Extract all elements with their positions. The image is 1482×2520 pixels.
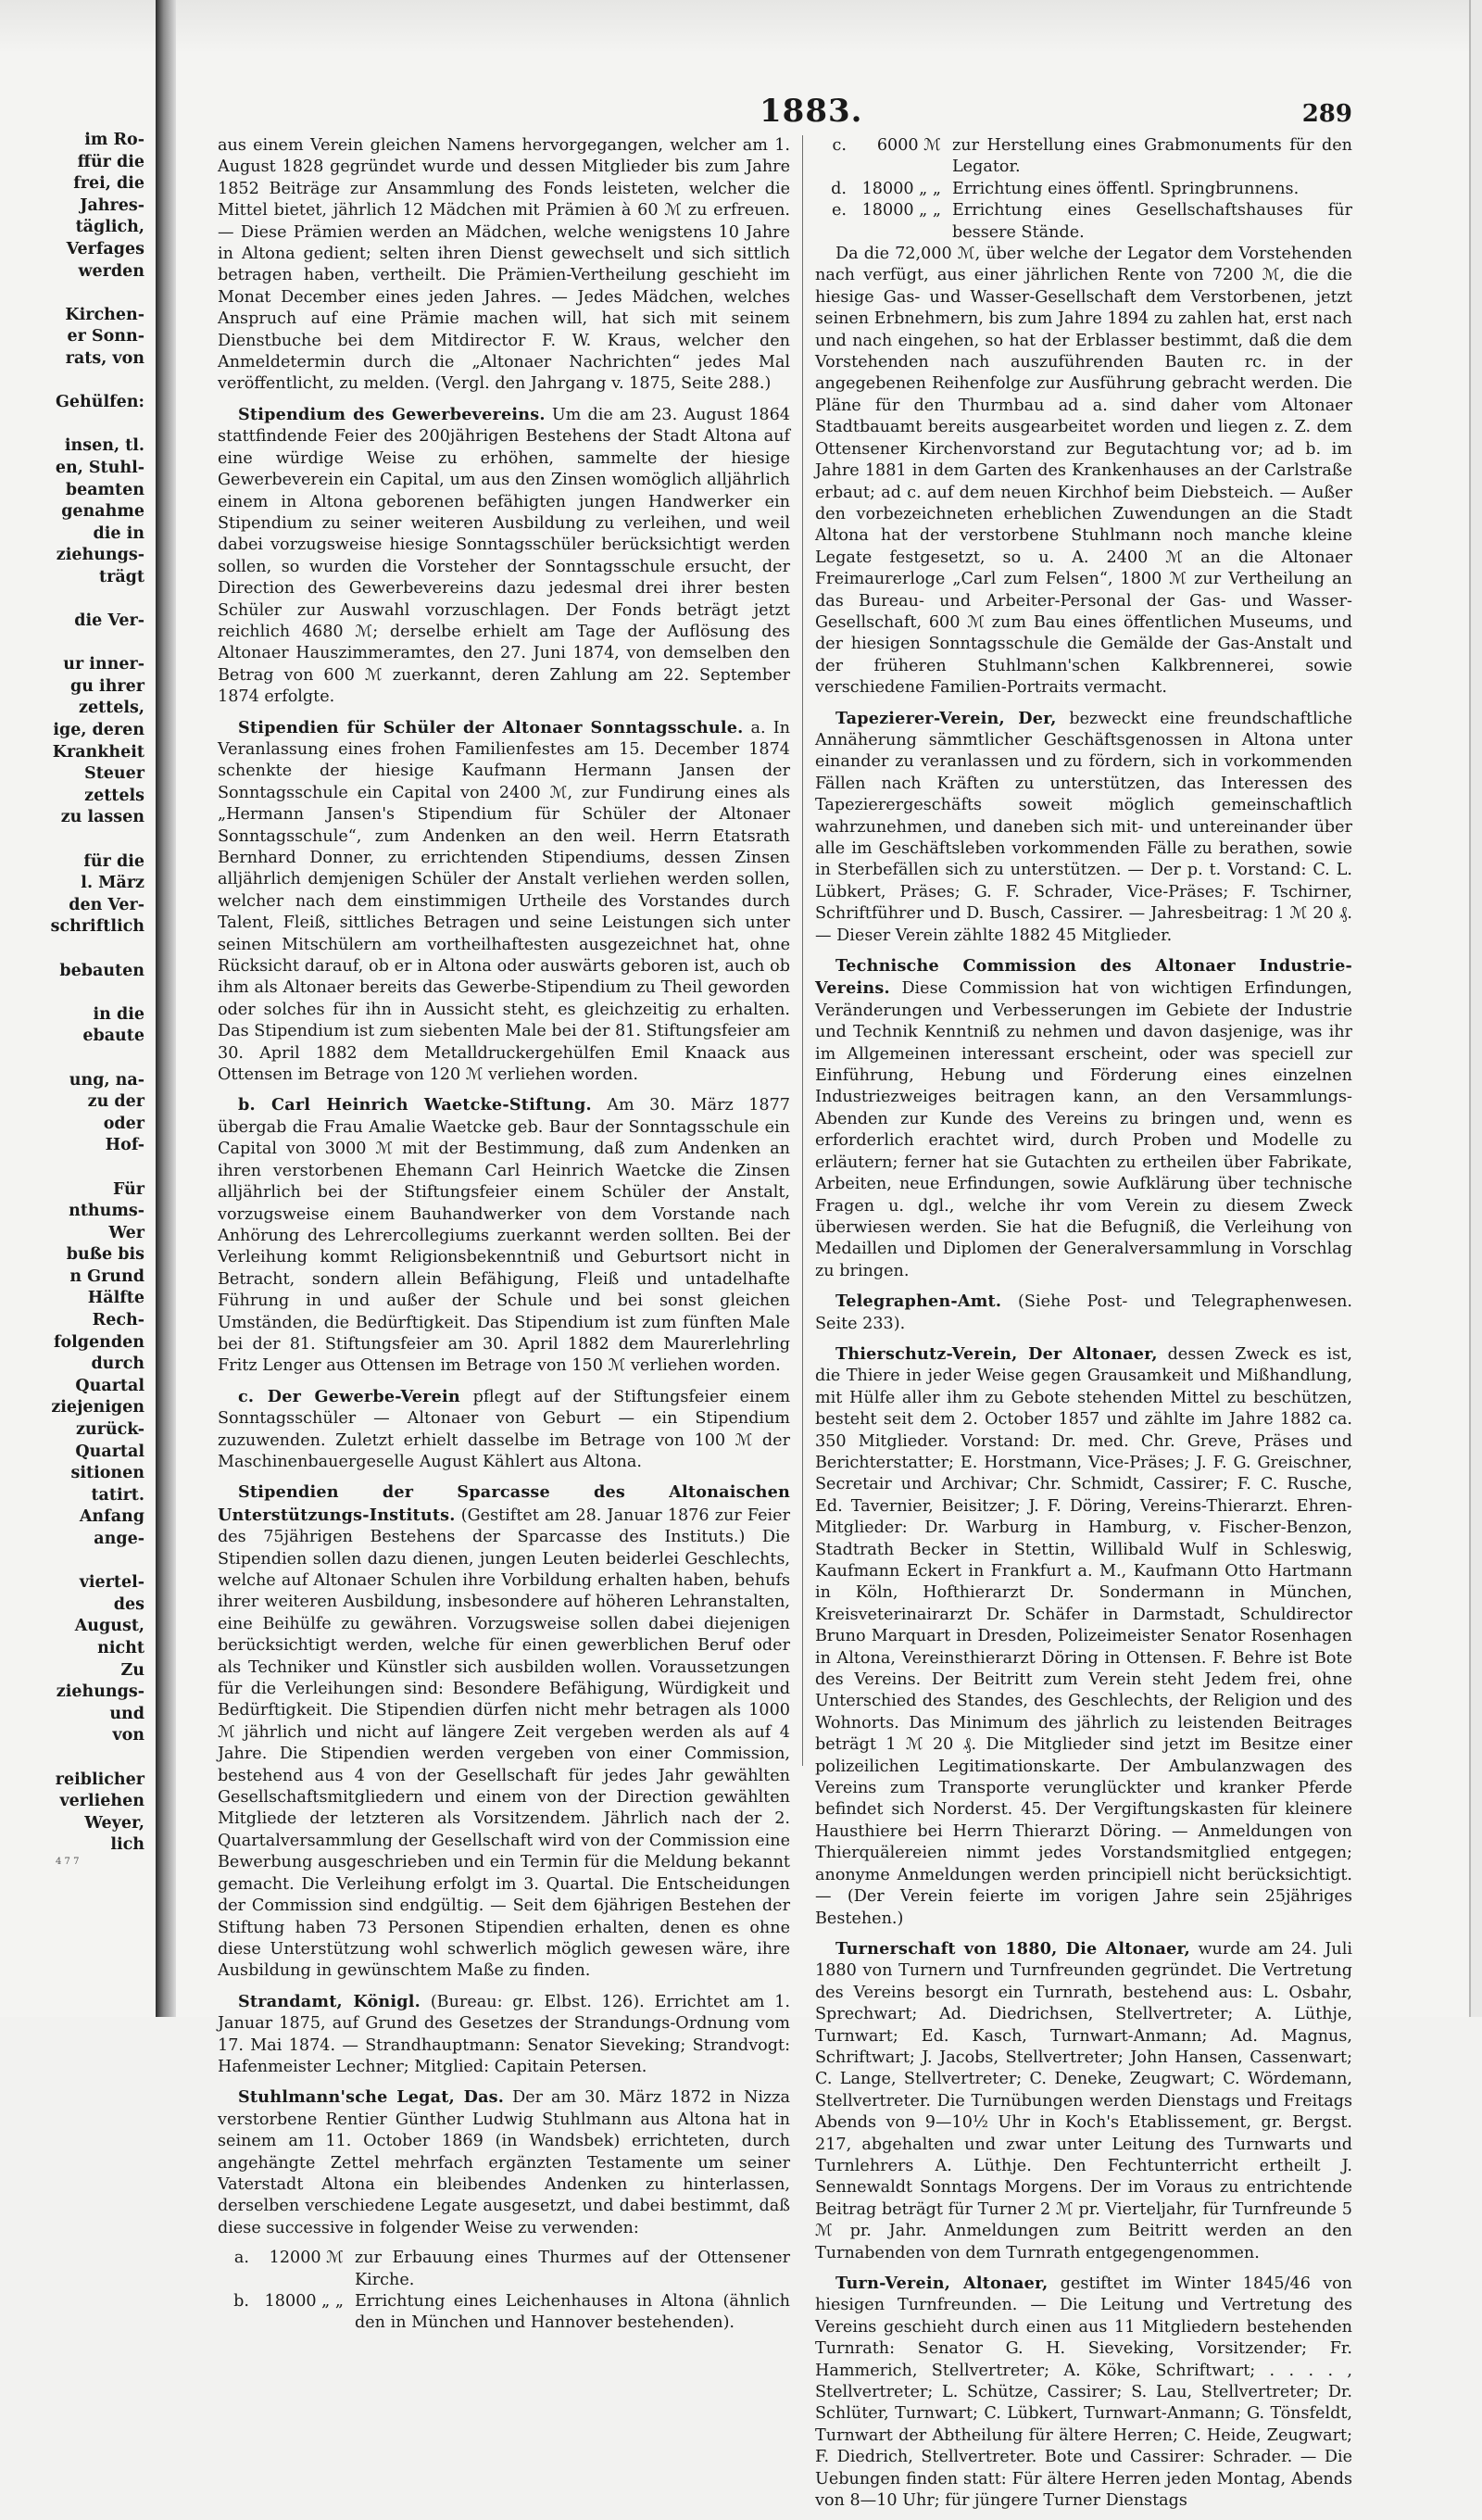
entry-sonntagsschule: [218, 717, 790, 1087]
legat-item: [218, 2291, 790, 2335]
entry-turnerschaft: [815, 1938, 1352, 2264]
legat-item: [815, 200, 1352, 244]
legat-item-lab: c.: [832, 136, 847, 155]
fragment-line: Hälfte: [87, 1289, 144, 1308]
fragment-line: [0, 588, 148, 611]
entry-sparcasse: [218, 1481, 790, 1982]
scan-mark: 4 7 7: [56, 1857, 80, 1867]
fragment-line: ige, deren: [53, 721, 144, 740]
fragment-line: Anfang: [79, 1507, 144, 1527]
fragment-line: oder: [103, 1114, 144, 1133]
fragment-line: [0, 1747, 148, 1770]
fragment-line: [0, 414, 148, 436]
fragment-line: zettels,: [79, 699, 144, 718]
fragment-line: zu der: [87, 1092, 144, 1112]
fragment-line: Zu: [120, 1660, 144, 1680]
entry-text: (Gestiftet am 28. Januar 1876 zur Feier des 75jährigen Bestehens der Sparcasse des Instituts.) Die Stipendien sollen dazu dienen, jungen Leuten beiderlei Geschlechts, welche auf Altonaer Schulen ihre Vorbildung erhalten haben, behufs ihrer weiteren Ausbildung, insbesondere auf höheren Lehranstalten, eine Beihülfe zu gewähren. Vorzugsweise sollen dabei diejenigen berücksichtigt werden, welche für einen gewerblichen Beruf oder als Techniker und Künstler sich ausbilden wollen. Voraussetzungen für die Verleihungen sind: Besondere Befähigung, Würdigkeit und Bedürftigkeit. Die Stipendien dürfen nicht mehr betragen als 1000 ℳ jährlich und nicht auf längere Zeit vergeben werden als auf 4 Jahre. Die Stipendien werden vergeben von einer Commission, bestehend aus 4 von der Gesellschaft für jedes Jahr gewählten Gesellschaftsmitgliedern und einem von der Direction gewählten Mitgliede der letzteren als Vorsitzendem. Jährlich nach der 2. Quartalversammlung der Gesellschaft wird von der Commission eine Bewerbung ausgeschrieben und ein Termin für die Meldung bekannt gemacht. Die Verleihung erfolgt im 3. Quartal. Die Entscheidungen der Commission sind endgültig. — Seit dem 6jährigen Bestehen der Stiftung haben 73 Personen Stipendien erhalten, denen es ohne diese Unterstützung wohl schwerlich möglich gewesen wäre, ihre Ausbildung in gewünschtem Maße zu finden.: [218, 1506, 791, 1981]
fragment-line: viertel-: [79, 1573, 144, 1593]
entry-heading: Thierschutz-Verein, Der Altonaer,: [835, 1343, 1158, 1364]
fragment-line: l. März: [81, 874, 144, 893]
fragment-line: schriftlich: [50, 917, 144, 937]
paragraph-legat-continued: Da die 72,000 ℳ, über welche der Legator dem Vorstehenden nach verfügt, aus einer jährlichen Rente von 7200 ℳ, die die hiesige Gas- und Wasser-Gesellschaft dem Verstorbenen, jetzt seinen Erbnehmern, bis zum Jahre 1894 zu zahlen hat, erst nach und nach eingehen, so hat der Erblasser bestimmt, daß die dem Vorstehenden nach auszuführenden Bauten rc. in der angegebenen Reihenfolge zur Ausführung gebracht werden. Die Pläne für den Thurmbau ad a. sind daher vom Altonaer Stadtbauamt bereits ausgearbeitet worden und liegen z. Z. dem Ottensener Kirchenvorstand zur Begutachtung vor; ad b. im Jahre 1881 in dem Garten des Krankenhauses an der Carlstraße erbaut; ad c. auf dem neuen Kirchhof beim Diebsteich. — Außer den vorbezeichneten erheblichen Zuwendungen an die Stadt Altona hat der verstorbene Stuhlmann noch manche kleine Legate festgesetzt, so u. A. 2400 ℳ an die Altonaer Freimaurerloge „Carl zum Felsen“, 1800 ℳ zur Vertheilung an das Bureau- und Arbeiter-Personal der Gas- und Wasser-Gesellschaft, 600 ℳ zum Bau eines öffentlichen Museums, und der hiesigen Sonntagsschule die Gemälde der Gas-Anstalt und der früheren Stuhlmann'schen Kalkbrennerei, sowie verschiedene Familien-Portraits vermacht.: [815, 245, 1352, 698]
entry-heading: Turnerschaft von 1880, Die Altonaer,: [835, 1938, 1191, 1959]
fragment-line: in die: [93, 1004, 144, 1024]
fragment-line: Weyer,: [84, 1813, 144, 1833]
entry-heading: Tapezierer-Verein, Der,: [835, 708, 1057, 728]
fragment-line: zettels: [84, 786, 144, 805]
fragment-line: verliehen: [59, 1792, 144, 1811]
paragraph-intro: aus einem Verein gleichen Namens hervorgegangen, welcher am 1. August 1828 gegründet wurde und dessen Mitglieder bis zum Jahre 1852 Beiträge zur Ansammlung des Fonds leisteten, welcher die Mittel bietet, jährlich 12 Mädchen mit Prämien à 60 ℳ zu erfreuen. — Diese Prämien werden an Mädchen, welche wenigstens 10 Jahre in Altona gedient; selten ihren Dienst gewechselt und sich sittlich betragen haben, vertheilt. Die Prämien-Vertheilung geschieht im Monat December eines jeden Jahres. — Jedes Mädchen, welches Anspruch auf eine Prämie machen will, hat sich mit seinem Dienstbuche bei dem Mitdirector F. W. Kraus, welcher den Anmeldetermin durch die „Altonaer Nachrichten“ jedes Mal veröffentlicht, zu melden. (Vergl. den Jahrgang v. 1875, Seite 288.): [218, 136, 790, 394]
fragment-line: Krankheit: [52, 742, 144, 762]
fragment-line: zu lassen: [60, 808, 144, 827]
legat-item-txt: Errichtung eines öffentl. Springbrunnens.: [952, 179, 1300, 198]
entry-text: a. In Veranlassung eines frohen Familienfestes am 15. December 1874 schenkte der hiesige Kaufmann Hermann Jansen der Sonntagsschule ein Capital von 2400 ℳ, zur Fundirung eines als „Hermann Jansen's Stipendium für Schüler der Altonaer Sonntagsschule“, zum Andenken an den weil. Herrn Etatsrath Bernhard Donner, zu errichtenden Stipendiums, dessen Zinsen alljährlich demjenigen Schüler der Anstalt verliehen werden sollen, welcher nach dem einstimmigen Urtheile des Vorstandes durch Talent, Fleiß, sittliches Betragen und seine Leistungen sich unter seinen Mitschülern am vortheilhaftesten ausgezeichnet hat, ohne Rücksicht darauf, ob er in Altona oder auswärts geboren ist, auch ob ihm als Altonaer bereits das Gewerbe-Stipendium zu Theil geworden oder solches für ihn in Aussicht steht, es gleichzeitig zu erhalten. Das Stipendium ist zum siebenten Male bei der 81. Stiftungsfeier am 30. April 1882 dem Metalldruckergehülfen Emil Knaack aus Ottensen im Betrage von 120 ℳ verliehen worden.: [218, 718, 791, 1085]
fragment-line: ange-: [94, 1530, 144, 1548]
entry-heading: Stipendium des Gewerbevereins.: [238, 404, 546, 424]
fragment-line: frei, die: [73, 174, 144, 194]
entry-text: (Siehe Post- und Telegraphenwesen. Seite 233).: [815, 1292, 1352, 1333]
fragment-line: des: [113, 1594, 144, 1614]
legat-item-lab: b.: [233, 2292, 249, 2311]
legat-item-lab: d.: [831, 179, 847, 198]
fragment-line: Für: [112, 1179, 144, 1199]
fragment-line: n Grund: [69, 1266, 144, 1286]
entry-turnverein: [815, 2273, 1352, 2512]
fragment-line: August,: [74, 1617, 144, 1636]
legat-item: [815, 179, 1352, 200]
fragment-line: [0, 1048, 148, 1070]
fragment-line: ziehungs-: [56, 546, 144, 565]
legat-item: [218, 2248, 790, 2291]
fragment-line: Steuer: [84, 764, 144, 784]
fragment-line: Rech-: [92, 1311, 144, 1330]
fragment-line: Quartal: [75, 1376, 144, 1395]
entry-text: Diese Commission hat von wichtigen Erfindungen, Veränderungen und Verbesserungen im Gebiete der Industrie und Technik Kenntniß zu nehmen und davon dasjenige, was ihr im Allgemeinen interessant erscheint, oder was speciell zur Einführung, Hebung und Förderung eines einzelnen Industriezweiges beitragen kann, an den Versammlungs-Abenden zur Kunde des Vereins zu bringen und, wenn es erforderlich erachtet wird, durch Proben und Modelle zu erläutern; ferner hat sie Gutachten zu ertheilen über Fabrikate, Arbeiten, neue Erfindungen, sowie Aufklärung über technische Fragen u. dgl., welche ihr vom Verein zu diesem Zweck überwiesen werden. Sie hat die Befugniß, die Verleihung von Medaillen und Diplomen der Generalversammlung in Vorschlag zu bringen.: [815, 979, 1353, 1280]
fragment-line: beamten: [65, 480, 144, 499]
fragment-line: werden: [78, 261, 144, 281]
column-divider: [802, 135, 803, 1766]
entry-text: Der am 30. März 1872 in Nizza verstorbene Rentier Günther Ludwig Stuhlmann aus Altona hat in seinem am 11. October 1869 (in Wandsbek) errichteten, durch angehängte Zettel mehrfach ergänzten Testamente um seiner Vaterstadt Altona ein bleibendes Andenken zu hinterlassen, derselben verschiedene Legate ausgesetzt, und dabei bestimmt, daß diese successive in folgender Weise zu verwenden:: [218, 2088, 791, 2237]
entry-text: gestiftet im Winter 1845/46 von hiesigen Turnfreunden. — Die Leitung und Vertretung des Vereins geschieht durch einen aus 11 Mitgliedern bestehenden Turnrath: Senator G. H. Sieveking, Vorsitzender; Fr. Hammerich, Stellvertreter; A. Köke, Schriftwart; . . . . , Stellvertreter; L. Schütze, Cassirer; S. Lau, Stellvertreter; Dr. Schlüter, Turnwart; C. Lübkert, Turnwart-Anmann; G. Tönsfeldt, Turnwart der Abtheilung für ältere Herren; C. Heide, Zeugwart; F. Diedrich, Stellvertreter. Bote und Cassirer: Schrader. — Die Uebungen finden statt: Für ältere Herren jeden Montag, Abends von 8—10 Uhr; für jüngere Turner Dienstags: [815, 2274, 1352, 2511]
entry-text: dessen Zweck es ist, die Thiere in jeder Weise gegen Grausamkeit und Mißhandlung, mit Hülfe aller ihm zu Gebote stehenden Mittel zu beschützen, besteht seit dem 2. October 1857 und zählte im Jahre 1882 ca. 350 Mitglieder. Vorstand: Dr. med. Chr. Greve, Präses und Berichterstatter; E. Horstmann, Vice-Präses; J. F. G. Greischner, Secretair und Archivar; Chr. Schmidt, Cassirer; F. C. Rusche, Ed. Tavernier, Beisitzer; J. F. Döring, Vereins-Thierarzt. Ehren-Mitglieder: Dr. Warburg in Hamburg, v. Fischer-Benzon, Stadtrath Becker in Stettin, Willibald Wulf in Schleswig, Kaufmann Eckert in Frankfurt a. M., Kaufmann Otto Hartmann in Köln, Hofthierarzt Dr. Sondermann in München, Kreisveterinairarzt Dr. Schäfer in Darmstadt, Schuldirector Bruno Marquart in Dresden, Polizeimeister Senator Rosenhagen in Altona, Vereinsthierarzt Döring in Ottensen. F. Behre ist Bote des Vereins. Der Beitritt zum Verein steht Jedem frei, ohne Unterschied des Standes, des Geschlechts, der Religion und des Wohnorts. Das Minimum des jährlich zu leistenden Beitrages beträgt 1 ℳ 20 ₰. Die Mitglieder sind jetzt im Besitze einer polizeilichen Legitimationskarte. Der Ambulanzwagen des Vereins zum Transporte verunglückter und kranker Pferde befindet sich Norderst. 45. Der Vergiftungskasten für kleinere Hausthiere bei Herrn Thierarzt Döring. — Anmeldungen von Thierquälereien nimmt jedes Vorstandsmitglied entgegen; anonyme Anmeldungen werden principiell nicht berücksichtigt. — (Der Verein feierte im vorigen Jahre sein 25jähriges Bestehen.): [815, 1344, 1352, 1928]
legat-item-txt: Errichtung eines Leichenhauses in Altona (ähnlich den in München und Hannover bestehenden).: [355, 2292, 790, 2333]
fragment-line: [0, 829, 148, 851]
fragment-line: den Ver-: [69, 895, 144, 914]
fragment-line: ebaute: [82, 1027, 144, 1046]
entry-text: wurde am 24. Juli 1880 von Turnern und Turnfreunden gegründet. Die Vertretung des Vereins besorgt ein Turnrath, bestehend aus: L. Osbahr, Sprechwart; Ad. Diedrichsen, Stellvertreter; A. Lüthje, Turnwart; Ed. Kasch, Turnwart-Anmann; Ad. Magnus, Schriftwart; J. Jacobs, Stellvertreter; John Hansen, Cassenwart; C. Lange, Stellvertreter; C. Deneke, Zeugwart; C. Wördemann, Stellvertreter. Die Turnübungen werden Dienstags und Freitags Abends von 9—10½ Uhr in Koch's Etablissement, gr. Bergst. 217, abgehalten und zwar unter Leitung des Turnwarts und Turnlehrers A. Lüthje. Den Fechtunterricht ertheilt J. Sennewaldt Sonntags Morgens. Der im Voraus zu entrichtende Beitrag beträgt für Turner 2 ℳ pr. Vierteljahr, für Turnfreunde 5 ℳ pr. Jahr. Anmeldungen zum Beitritt werden an den Turnabenden von dem Turnrath entgegengenommen.: [815, 1939, 1353, 2262]
legat-item-amt: 18000 „ „: [264, 2292, 344, 2311]
legat-item-amt: 6000 ℳ: [876, 136, 941, 155]
fragment-line: [0, 283, 148, 305]
entry-gewerbe-c: [218, 1386, 790, 1474]
page-year: 1883.: [760, 93, 863, 130]
entry-heading: c. Der Gewerbe-Verein: [238, 1386, 460, 1406]
entry-telegraphen-amt: [815, 1291, 1352, 1335]
entry-text: bezweckt eine freundschaftliche Annäherung sämmtlicher Geschäftsgenossen in Altona unter einander zu veranlassen und zu fördern, sich in vorkommenden Fällen nach Kräften zu unterstützen, das Interessen des Tapezierergeschäfts soweit möglich gemeinschaftlich wahrzunehmen, und daneben sich mit- und untereinander über alle im Geschäftsleben vorkommenden Fälle zu berathen, sowie in Sterbefällen sich zu unterstützen. — Der p. t. Vorstand: C. L. Lübkert, Präses; G. F. Schrader, Vice-Präses; F. Tschirner, Schriftführer und D. Busch, Cassirer. — Jahresbeitrag: 1 ℳ 20 ₰. — Dieser Verein zählte 1882 45 Mitglieder.: [815, 709, 1352, 945]
entry-thierschutz: [815, 1343, 1352, 1930]
entry-text: (Bureau: gr. Elbst. 126). Errichtet am 1. Januar 1875, auf Grund des Gesetzes der Strandungs-Ordnung vom 17. Mai 1874. — Strandhauptmann: Senator Sieveking; Strandvogt: Hafenmeister Lechner; Mitglied: Capitain Petersen.: [218, 1992, 791, 2076]
fragment-line: lich: [110, 1835, 144, 1855]
fragment-line: ung, na-: [69, 1070, 144, 1090]
legat-item-lab: e.: [831, 201, 847, 220]
entry-heading: Strandamt, Königl.: [238, 1991, 421, 2011]
fragment-line: im Ro-: [84, 131, 144, 149]
fragment-line: zurück-: [76, 1420, 144, 1440]
fragment-line: Kirchen-: [65, 305, 144, 324]
fragment-line: ur inner-: [63, 655, 144, 674]
entry-text: Am 30. März 1877 übergab die Frau Amalie Waetcke geb. Baur der Sonntagsschule ein Capital von 3000 ℳ mit der Bestimmung, daß zum Andenken an ihren verstorbenen Ehemann Carl Heinrich Waetcke die Zinsen alljährlich bei der Stiftungsfeier einem Schüler der Anstalt, vorzugsweise einem Bauhandwerker von dem Vorstande nach Anhörung des Lehrercollegiums zuerkannt werden sollten. Bei der Verleihung kommt Religionsbekenntniß und Geburtsort nicht in Betracht, sondern allein Befähigung, Fleiß und untadelhafte Führung in und außer der Schule und bei sonst gleichen Umständen, die Bedürftigkeit. Das Stipendium ist zum fünften Male bei der 81. Stiftungsfeier am 30. April 1882 dem Maurerlehrling Fritz Lenger aus Ottensen im Betrage von 150 ℳ verliehen worden.: [218, 1096, 790, 1376]
fragment-line: täglich,: [75, 218, 144, 237]
fragment-line: für die: [83, 851, 144, 871]
fragment-line: und: [109, 1704, 144, 1723]
legat-item-txt: zur Erbauung eines Thurmes auf der Ottensener Kirche.: [355, 2249, 790, 2289]
right-page-edge: [1469, 0, 1482, 2017]
fragment-line: Jahres-: [80, 195, 144, 215]
previous-page-fragment: [0, 130, 148, 1855]
entry-heading: Stuhlmann'sche Legat, Das.: [238, 2087, 505, 2108]
top-edge: [0, 0, 1482, 54]
page-number: 289: [1301, 100, 1352, 128]
column-right: [815, 135, 1352, 2520]
fragment-line: gu ihrer: [70, 676, 144, 696]
entry-heading: b. Carl Heinrich Waetcke-Stiftung.: [238, 1095, 592, 1115]
fragment-line: nthums-: [69, 1202, 144, 1221]
fragment-line: insen, tl.: [64, 436, 144, 456]
fragment-line: bebauten: [59, 961, 144, 980]
fragment-line: Quartal: [75, 1442, 144, 1461]
column-left: [218, 135, 790, 2335]
entry-heading: Turn-Verein, Altonaer,: [835, 2274, 1049, 2293]
legat-item-lab: a.: [233, 2249, 249, 2268]
entry-heading: Telegraphen-Amt.: [835, 1292, 1002, 1312]
entry-technische-commission: [815, 955, 1352, 1282]
book-gutter: [156, 0, 176, 2017]
legat-item-amt: 18000 „ „: [861, 201, 941, 220]
entry-heading: Stipendien für Schüler der Altonaer Sonntagsschule.: [238, 717, 744, 737]
fragment-line: [0, 939, 148, 961]
entry-text: Um die am 23. August 1864 stattfindende Feier des 200jährigen Bestehens der Stadt Altona auf eine würdige Weise zu erhöhen, sammelte der hiesige Gewerbeverein ein Capital, um aus den Zinsen womöglich alljährlich einem in Altona geborenen befähigten jungen Handwerker ein Stipendium zu seiner weiteren Ausbildung zu verleihen, und weil dabei vorzugsweise hiesige Sonntagsschüler berücksichtigt werden sollen, so wurden die Vorsteher der Sonntagsschule ersucht, der Direction des Gewerbevereins dazu jedesmal drei ihrer besten Schüler zur Auswahl vorzuschlagen. Der Fonds beträgt jetzt reichlich 4680 ℳ; derselbe erhielt am Tage der Auflösung des Altonaer Hauszimmeramtes, den 27. Juni 1874, von demselben den Betrag von 600 ℳ zuerkannt, deren Zahlung am 22. September 1874 erfolgte.: [218, 405, 791, 707]
entry-strandamt: [218, 1991, 790, 2079]
legat-item-amt: 12000 ℳ: [269, 2249, 344, 2268]
fragment-line: genahme: [61, 502, 144, 522]
fragment-line: en, Stuhl-: [55, 458, 144, 477]
fragment-line: die in: [93, 523, 144, 543]
fragment-line: [0, 1157, 148, 1179]
fragment-line: Gehülfen:: [55, 393, 144, 412]
legat-item: [815, 135, 1352, 179]
fragment-line: [0, 982, 148, 1004]
fragment-line: sitionen: [70, 1464, 144, 1483]
legat-list: [218, 2248, 790, 2335]
legat-item-txt: Errichtung eines Gesellschaftshauses für bessere Stände.: [952, 201, 1352, 242]
fragment-line: nicht: [97, 1638, 144, 1657]
fragment-line: tatirt.: [91, 1485, 144, 1505]
fragment-line: Wer: [108, 1223, 144, 1242]
fragment-line: [0, 1551, 148, 1573]
entry-gewerbeverein: [218, 404, 790, 709]
fragment-line: die Ver-: [74, 611, 144, 631]
fragment-line: Hof-: [105, 1136, 144, 1155]
entry-heading: Technische Commission des Altonaer Industrie-Vereins.: [815, 956, 1352, 999]
fragment-line: Verfages: [66, 239, 144, 258]
entry-heading: Stipendien der Sparcasse des Altonaischen Unterstützungs-Instituts.: [218, 1482, 790, 1525]
fragment-line: buße bis: [66, 1245, 144, 1265]
fragment-line: [0, 633, 148, 655]
fragment-line: trägt: [99, 567, 144, 586]
entry-text: pflegt auf der Stiftungsfeier einem Sonntagsschüler — Altonaer von Geburt — ein Stipendium zuzuwenden. Zuletzt erhielt dasselbe im Betrage von 100 ℳ der Maschinenbauergeselle August Kählert aus Altona.: [218, 1387, 791, 1471]
fragment-line: ffür die: [77, 152, 144, 171]
fragment-line: durch: [91, 1354, 144, 1374]
legat-list-continued: [815, 135, 1352, 244]
legat-item-amt: 18000 „ „: [861, 179, 941, 198]
fragment-line: reiblicher: [55, 1770, 144, 1789]
fragment-line: von: [112, 1726, 144, 1745]
fragment-line: er Sonn-: [67, 327, 144, 346]
entry-tapezierer: [815, 708, 1352, 947]
fragment-line: ziehungs-: [56, 1682, 144, 1702]
fragment-line: [0, 371, 148, 393]
fragment-line: folgenden: [53, 1332, 144, 1352]
fragment-line: rats, von: [65, 348, 144, 368]
entry-waetcke: [218, 1094, 790, 1377]
entry-legat: [218, 2086, 790, 2239]
fragment-line: ziejenigen: [51, 1398, 144, 1418]
legat-item-txt: zur Herstellung eines Grabmonuments für den Legator.: [952, 136, 1352, 177]
